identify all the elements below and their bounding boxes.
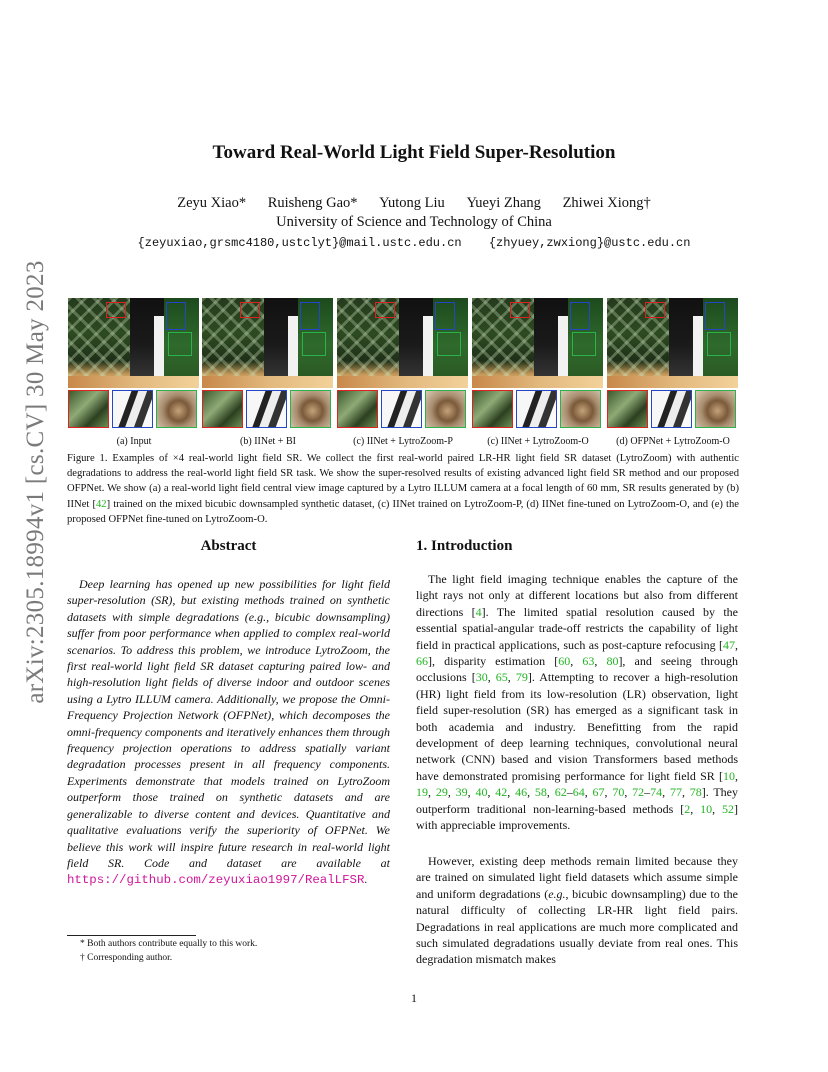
intro-paragraph-2: However, existing deep methods remain limited because they are trained on simulated light field datasets which assume simple and uniform degradations (e.g., bicubic downsampling) due to the natural difficulty of collecting LR-HR light field pairs. Degradations in real applications are much more complicated and such simulated degradations usually deviate from real ones. This degradation mismatch makes (416, 854, 738, 967)
author-1: Zeyu Xiao* (177, 195, 247, 211)
subcaption-c: (c) IINet + LytroZoom-P (353, 436, 453, 447)
crop-red (337, 390, 378, 428)
crop-red (202, 390, 243, 428)
subcaption-a: (a) Input (116, 436, 152, 447)
crop-blue (112, 390, 153, 428)
footnote-2: † Corresponding author. (80, 953, 173, 963)
email-2: {zhyuey,zwxiong}@ustc.edu.cn (488, 236, 691, 250)
abstract-text: Deep learning has opened up new possibilities for light field super-resolution (SR), but existing methods trained on synthetic datasets with simple degradations (e.g., bicubic downsampling) suffer from poor performance when applied to complex real-world scenarios. To address this problem, we introduce LytroZoom, the first real-world light field SR dataset capturing paired low- and high-resolution light fields of diverse indoor and outdoor scenes using a Lytro ILLUM camera. Additionally, we propose the Omni-Frequency Projection Network (OFPNet), which decomposes the omni-frequency components and iteratively enhances them through frequency projection operations to address spatially variant degradation processes present in all frequency components. Experiments demonstrate that models trained on LytroZoom outperform those trained on synthetic datasets and are generalizable to diverse content and devices. Quantitative and qualitative evaluations verify the superiority of OFPNet. We believe this work will inspire future research in real-world light field SR. Code and dataset are available at (67, 577, 390, 870)
crop-green (290, 390, 331, 428)
crop-red (607, 390, 648, 428)
scene-image (68, 298, 199, 388)
intro-paragraph-1: The light field imaging technique enables the capture of the light rays not only at different locations but also from different directions [4]. The limited spatial resolution caused by the essential spatial-angular trade-off restricts the capability of light field in practical applications, such as post-capture refocusing [47, 66], disparity estimation [60, 63, 80], and seeing through occlusions [30, 65, 79]. Attempting to recover a high-resolution (HR) light field from its low-resolution (LR) observation, light field super-resolution (SR) has emerged as a significant task in both academia and industry. Benefitting from the rapid development of deep learning techniques, convolutional neural network (CNN) based and vision Transformers based methods have demonstrated promising performance for light field SR [10, 19, 29, 39, 40, 42, 46, 58, 62–64, 67, 70, 72–74, 77, 78]. They outperform traditional non-learning-based methods [2, 10, 52] with appreciable improvements. (416, 572, 739, 833)
intro-heading: 1. Introduction (416, 538, 513, 554)
crop-blue (246, 390, 287, 428)
abstract-end: . (364, 872, 368, 887)
crop-blue (516, 390, 557, 428)
figure-panel-a (68, 298, 199, 430)
abstract-body (67, 576, 390, 889)
crop-red (472, 390, 513, 428)
page-number: 1 (411, 991, 417, 1005)
subcaption-d: (c) IINet + LytroZoom-O (487, 436, 589, 447)
scene-image (607, 298, 738, 388)
crop-green (156, 390, 197, 428)
figure-subcaptions (68, 436, 738, 450)
subcaption-e: (d) OFPNet + LytroZoom-O (616, 436, 730, 447)
figure-panel-d (472, 298, 603, 430)
author-list (0, 195, 828, 212)
crop-green (425, 390, 466, 428)
crop-blue (381, 390, 422, 428)
footnote-1: * Both authors contribute equally to this work. (80, 939, 258, 949)
crop-green (695, 390, 736, 428)
subcaption-b: (b) IINet + BI (240, 436, 296, 447)
email-1: {zeyuxiao,grsmc4180,ustclyt}@mail.ustc.edu.cn (137, 236, 462, 250)
author-3: Yutong Liu (379, 195, 445, 211)
crop-red (68, 390, 109, 428)
crop-green (560, 390, 601, 428)
arxiv-side-stamp: arXiv:2305.18994v1 [cs.CV] 30 May 2023 (22, 260, 49, 704)
author-4: Yueyi Zhang (466, 195, 541, 211)
scene-image (202, 298, 333, 388)
affiliation: University of Science and Technology of China (276, 214, 552, 230)
footnote-rule (67, 935, 196, 936)
figure-1 (68, 298, 738, 430)
figure-panel-b (202, 298, 333, 430)
figure-caption: Figure 1. Examples of ×4 real-world light field SR. We collect the first real-world paired LR-HR light field SR dataset (LytroZoom) with authentic degradations to address the real-world light field SR task. We show the super-resolved results of existing advanced light field SR method and our proposed OFPNet. We show (a) a real-world light field central view image captured by a Lytro ILLUM camera at a focal length of 60 mm, SR results generated by (b) IINet [42] trained on the mixed bicubic downsampled synthetic dataset, (c) IINet trained on LytroZoom-P, (d) IINet fine-tuned on LytroZoom-O, and (e) the proposed OFPNet fine-tuned on LytroZoom-O. (67, 453, 739, 525)
author-5: Zhiwei Xiong† (562, 195, 651, 211)
abstract-heading: Abstract (200, 538, 257, 554)
paper-title: Toward Real-World Light Field Super-Resolution (212, 142, 616, 163)
scene-image (472, 298, 603, 388)
author-2: Ruisheng Gao* (267, 195, 358, 211)
code-link[interactable]: https://github.com/zeyuxiao1997/RealLFSR (67, 873, 365, 888)
figure-panel-c (337, 298, 468, 430)
crop-blue (651, 390, 692, 428)
scene-image (337, 298, 468, 388)
email-list (0, 236, 828, 250)
figure-panel-e (607, 298, 738, 430)
